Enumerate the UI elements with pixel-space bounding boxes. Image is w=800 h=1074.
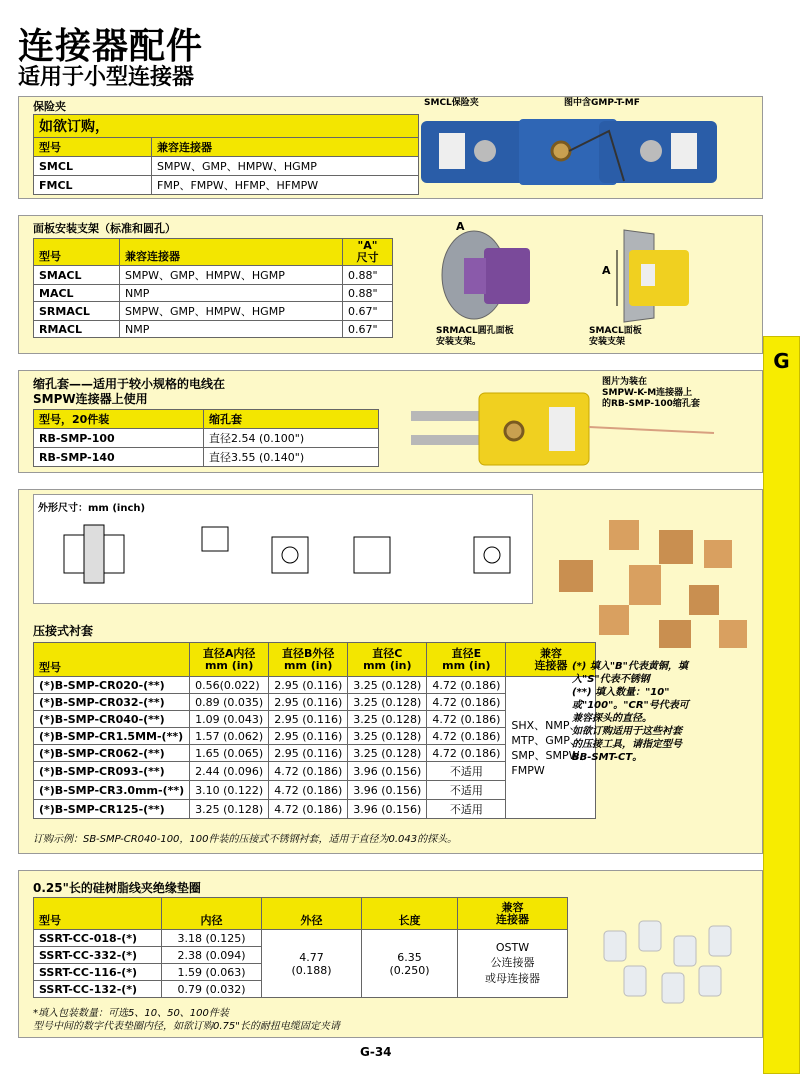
- clips-photo-label-1: SMCL保险夹: [424, 98, 479, 108]
- cell: 1.65 (0.065): [190, 745, 269, 762]
- page-number: G-34: [360, 1045, 392, 1059]
- cell: SMACL: [34, 266, 120, 285]
- cell: 0.89 (0.035): [190, 694, 269, 711]
- panel-table: [33, 238, 393, 338]
- cell: (*)B-SMP-CR032-(**): [34, 694, 190, 711]
- cell: 3.96 (0.156): [348, 762, 427, 781]
- cell: SSRT-CC-332-(*): [34, 947, 162, 964]
- grommet-section: [18, 870, 763, 1038]
- panel-photo: [429, 220, 689, 325]
- col-compat: 兼容 连接器: [506, 643, 596, 677]
- col-model: 型号: [34, 898, 162, 930]
- table-row: [34, 930, 568, 947]
- drawing-panel: [33, 494, 533, 604]
- cell: 4.72 (0.186): [427, 745, 506, 762]
- length-cell: 6.35 (0.250): [362, 930, 458, 998]
- table-row: [34, 302, 393, 321]
- cell: 3.25 (0.128): [348, 694, 427, 711]
- cell: 不适用: [427, 762, 506, 781]
- cell: 2.95 (0.116): [269, 711, 348, 728]
- clips-section: [18, 96, 763, 199]
- cell: 4.72 (0.186): [427, 711, 506, 728]
- col-model: 型号，20件装: [34, 410, 204, 429]
- table-row: [34, 677, 596, 694]
- col-bushing: 缩孔套: [204, 410, 379, 429]
- col-od: 外径: [262, 898, 362, 930]
- cell: 3.25 (0.128): [348, 711, 427, 728]
- cell: SMPW、GMP、HMPW、HGMP: [152, 157, 419, 176]
- col-model: 型号: [34, 138, 152, 157]
- dim-a-label: "A": [357, 239, 378, 252]
- chapter-letter: G: [773, 349, 790, 373]
- cell: 2.95 (0.116): [269, 728, 348, 745]
- col-model: 型号: [34, 643, 190, 677]
- cell: 0.56(0.022): [190, 677, 269, 694]
- panel-section: [18, 215, 763, 354]
- table-row: [34, 266, 393, 285]
- cell: 直径3.55 (0.140"): [204, 448, 379, 467]
- page-subtitle: 适用于小型连接器: [18, 65, 195, 90]
- col-id: 内径: [162, 898, 262, 930]
- crimp-order-example: 订购示例：SB-SMP-CR040-100，100件装的压接式不锈钢衬套，适用于直径为0.043的探头。: [33, 834, 458, 845]
- cell: (*)B-SMP-CR020-(**): [34, 677, 190, 694]
- cell: SSRT-CC-116-(*): [34, 964, 162, 981]
- grommet-table: [33, 897, 568, 998]
- clips-photo-label-2: 图中含GMP-T-MF: [564, 98, 640, 108]
- dim-a-left: A: [456, 220, 465, 233]
- col-model: 型号: [34, 239, 120, 266]
- cell: 1.57 (0.062): [190, 728, 269, 745]
- reducer-title-2: SMPW连接器上使用: [33, 392, 148, 406]
- cell: 0.67": [343, 302, 393, 321]
- crimp-title: 压接式衬套: [33, 624, 94, 638]
- panel-title: 面板安装支架（标准和圆孔）: [33, 222, 176, 235]
- grommet-note: *填入包装数量：可选5、10、50、100件装 型号中间的数字代表垫圈内径，如欲订购0.75"长的耐扭电缆固定夹请: [33, 1008, 340, 1032]
- crimp-side-note: (*) 填入"B"代表黄铜，填 入"S"代表不锈钢 (**) 填入数量："10" 或"100"。"CR"号代表可 兼容探头的直径。 如欲订购适用于这些衬套 的压接工具，请指定型号 BB-SMT-CT。: [572, 661, 689, 763]
- cell: 3.25 (0.128): [348, 728, 427, 745]
- col-dim: [343, 239, 393, 266]
- grommet-title: 0.25"长的硅树脂线夹绝缘垫圈: [33, 881, 201, 895]
- col-compat: 兼容连接器: [152, 138, 419, 157]
- grommets-photo: [584, 911, 759, 1011]
- cell: (*)B-SMP-CR040-(**): [34, 711, 190, 728]
- cell: (*)B-SMP-CR1.5MM-(**): [34, 728, 190, 745]
- cell: FMCL: [34, 176, 152, 195]
- cell: SSRT-CC-132-(*): [34, 981, 162, 998]
- cell: MACL: [34, 285, 120, 302]
- cell: (*)B-SMP-CR3.0mm-(**): [34, 781, 190, 800]
- compat-cell: SHX、NMP、 MTP、GMP、 SMP、SMPW、 FMPW: [506, 677, 596, 819]
- cell: 3.96 (0.156): [348, 781, 427, 800]
- reducer-section: [18, 370, 763, 473]
- cell: SMPW、GMP、HMPW、HGMP: [120, 302, 343, 321]
- bushings-photo: [539, 510, 759, 660]
- cell: NMP: [120, 285, 343, 302]
- cell: RB-SMP-140: [34, 448, 204, 467]
- reducer-table: [33, 409, 379, 467]
- cell: (*)B-SMP-CR125-(**): [34, 800, 190, 819]
- cell: 2.95 (0.116): [269, 694, 348, 711]
- cell: 2.95 (0.116): [269, 745, 348, 762]
- cell: SRMACL: [34, 302, 120, 321]
- cell: 3.25 (0.128): [348, 745, 427, 762]
- cell: 0.67": [343, 321, 393, 338]
- cell: 不适用: [427, 781, 506, 800]
- cell: 3.10 (0.122): [190, 781, 269, 800]
- cell: 1.59 (0.063): [162, 964, 262, 981]
- cell: RB-SMP-100: [34, 429, 204, 448]
- dim-label: 尺寸: [356, 251, 379, 264]
- table-row: [34, 448, 379, 467]
- order-banner: 如欲订购，: [34, 115, 419, 138]
- cell: 4.72 (0.186): [427, 677, 506, 694]
- cell: SMPW、GMP、HMPW、HGMP: [120, 266, 343, 285]
- cell: 3.18 (0.125): [162, 930, 262, 947]
- col-compat: 兼容 连接器: [458, 898, 568, 930]
- cell: NMP: [120, 321, 343, 338]
- od-cell: 4.77 (0.188): [262, 930, 362, 998]
- cell: 0.79 (0.032): [162, 981, 262, 998]
- dim-a-right: A: [602, 264, 611, 277]
- col-dia-c: 直径C mm (in): [348, 643, 427, 677]
- cell: FMP、FMPW、HFMP、HFMPW: [152, 176, 419, 195]
- cell: 4.72 (0.186): [427, 694, 506, 711]
- cell: 0.88": [343, 285, 393, 302]
- cell: SSRT-CC-018-(*): [34, 930, 162, 947]
- crimp-table: [33, 642, 596, 819]
- cell: 2.95 (0.116): [269, 677, 348, 694]
- clip-photo: [419, 111, 719, 195]
- col-dia-e: 直径E mm (in): [427, 643, 506, 677]
- table-row: [34, 321, 393, 338]
- col-dia-a: 直径A内径 mm (in): [190, 643, 269, 677]
- cell: 4.72 (0.186): [269, 800, 348, 819]
- cell: 3.25 (0.128): [348, 677, 427, 694]
- cell: 0.88": [343, 266, 393, 285]
- col-compat: 兼容连接器: [120, 239, 343, 266]
- cell: 直径2.54 (0.100"): [204, 429, 379, 448]
- chapter-tab: [763, 336, 800, 1074]
- page-title: 连接器配件: [18, 26, 204, 67]
- cell: SMCL: [34, 157, 152, 176]
- table-row: [34, 285, 393, 302]
- cell: 不适用: [427, 800, 506, 819]
- cell: 2.38 (0.094): [162, 947, 262, 964]
- cell: 4.72 (0.186): [269, 762, 348, 781]
- clips-title: 保险夹: [33, 100, 66, 113]
- cell: (*)B-SMP-CR093-(**): [34, 762, 190, 781]
- reducer-title-1: 缩孔套——适用于较小规格的电线在: [33, 377, 226, 391]
- table-row: [34, 429, 379, 448]
- cell: (*)B-SMP-CR062-(**): [34, 745, 190, 762]
- cell: 3.96 (0.156): [348, 800, 427, 819]
- compat-cell: OSTW 公连接器 或母连接器: [458, 930, 568, 998]
- col-length: 长度: [362, 898, 458, 930]
- smacl-label: SMACL面板 安装支架: [589, 326, 642, 347]
- cell: 3.25 (0.128): [190, 800, 269, 819]
- cell: RMACL: [34, 321, 120, 338]
- table-row: [34, 176, 419, 195]
- cell: 2.44 (0.096): [190, 762, 269, 781]
- cell: 1.09 (0.043): [190, 711, 269, 728]
- cell: 4.72 (0.186): [427, 728, 506, 745]
- table-row: [34, 157, 419, 176]
- crimp-section: [18, 489, 763, 854]
- col-dia-b: 直径B外径 mm (in): [269, 643, 348, 677]
- dims-label: 外形尺寸：mm (inch): [38, 503, 146, 514]
- reducer-photo-label: 图片为装在 SMPW-K-M连接器上 的RB-SMP-100缩孔套: [602, 377, 700, 409]
- srmacl-label: SRMACL圆孔面板 安装支架。: [436, 326, 514, 347]
- cell: 4.72 (0.186): [269, 781, 348, 800]
- clips-table: [33, 114, 419, 195]
